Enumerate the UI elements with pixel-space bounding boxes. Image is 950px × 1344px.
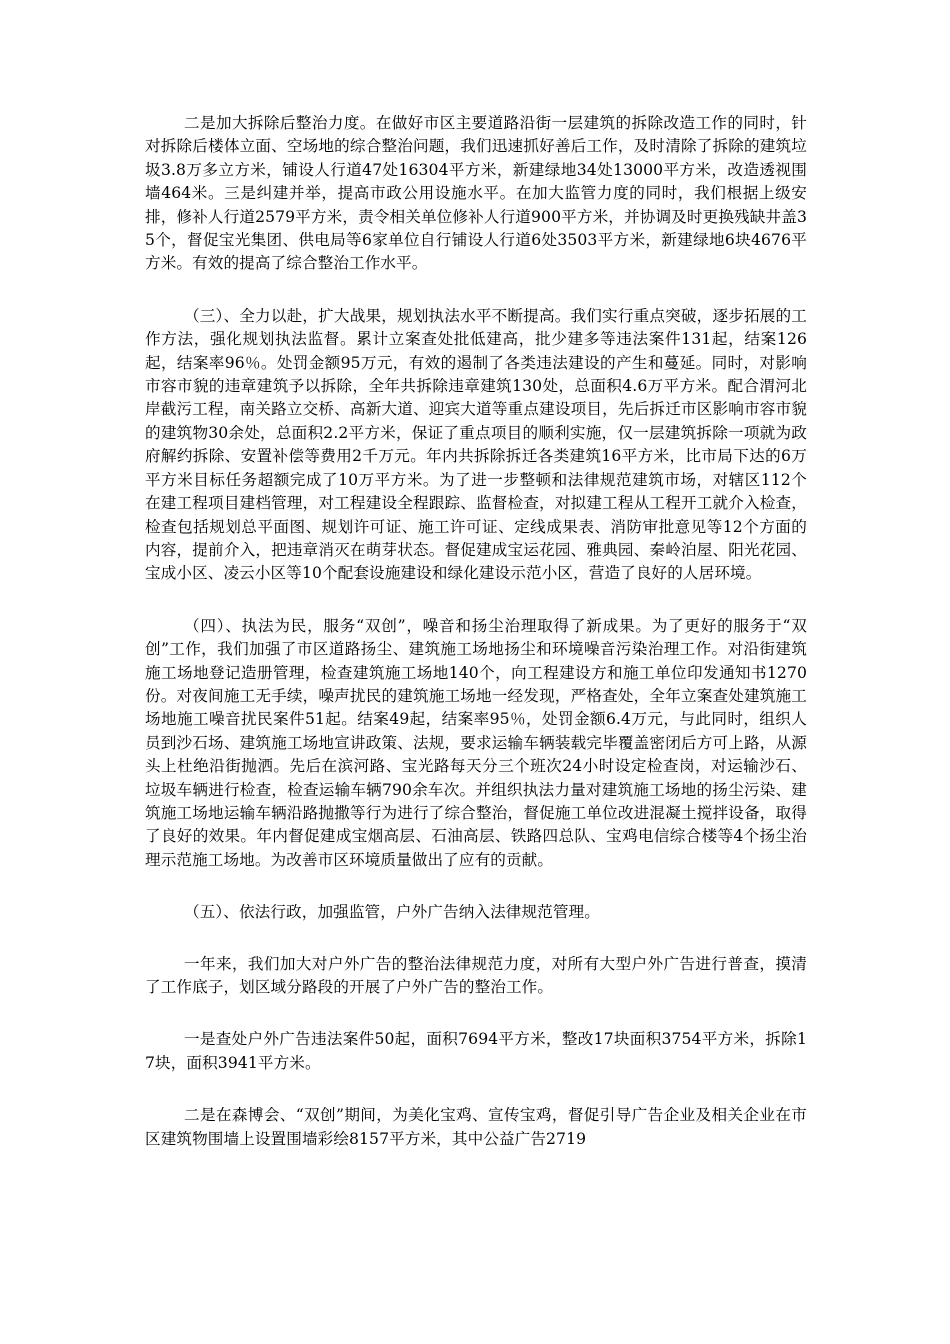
paragraph-outdoor-ads-intro: 一年来，我们加大对户外广告的整治法律规范力度，对所有大型户外广告进行普查，摸清了工作底子，划区域分路段的开展了户外广告的整治工作。 [145, 954, 807, 996]
paragraph-section-3-planning-enforcement: （三）、全力以赴，扩大战果，规划执法水平不断提高。我们实行重点突破，逐步拓展的工作方法，强化规划执法监督。累计立案查处批低建高，批少建多等违法案件131起，结案126起，结案率96％。处罚金额95万元，有效的遏制了各类违法建设的产生和蔓延。同时，对影响市容市貌的违章建筑予以拆除，全年共拆除违章建筑130处，总面积4.6万平方米。配合渭河北岸截污工程，南关路立交桥、高新大道、迎宾大道等重点建设项目，先后拆迁市区影响市容市貌的建筑物30余处，总面积2.2平方米，保证了重点项目的顺利实施，仅一层建筑拆除一项就为政府解约拆除、安置补偿等费用2千万元。年内共拆除拆迁各类建筑16平方米，比市局下达的6万平方米目标任务超额完成了10万平方米。为了进一步整顿和法律规范建筑市场，对辖区112个在建工程项目建档管理，对工程建设全程跟踪、监督检查，对拟建工程从工程开工就介入检查，检查包括规划总平面图、规划许可证、施工许可证、定线成果表、消防审批意见等12个方面的内容，提前介入，把违章消灭在萌芽状态。督促建成宝运花园、雅典园、秦岭泊屋、阳光花园、宝成小区、凌云小区等10个配套设施建设和绿化建设示范小区，营造了良好的人居环境。 [145, 306, 807, 583]
paragraph-outdoor-ads-murals: 二是在森博会、“双创”期间，为美化宝鸡、宣传宝鸡，督促引导广告企业及相关企业在市区建筑物围墙上设置围墙彩绘8157平方米，其中公益广告2719 [145, 1106, 807, 1148]
paragraph-demolition-renovation: 二是加大拆除后整治力度。在做好市区主要道路沿街一层建筑的拆除改造工作的同时，针对拆除后楼体立面、空场地的综合整治问题，我们迅速抓好善后工作，及时清除了拆除的建筑垃圾3.8万多立方米，铺设人行道47处16304平方米，新建绿地34处13000平方米，改造透视围墙464米。三是纠建并举，提高市政公用设施水平。在加大监管力度的同时，我们根据上级安排，修补人行道2579平方米，责令相关单位修补人行道900平方米，并协调及时更换残缺井盖35个，督促宝光集团、供电局等6家单位自行铺设人行道6处3503平方米，新建绿地6块4676平方米。有效的提高了综合整治工作水平。 [145, 114, 807, 273]
paragraph-outdoor-ads-cases: 一是查处户外广告违法案件50起，面积7694平方米，整改17块面积3754平方米，拆除17块，面积3941平方米。 [145, 1030, 807, 1072]
document-page [145, 112, 807, 1180]
paragraph-section-4-noise-dust: （四）、执法为民，服务“双创”，噪音和扬尘治理取得了新成果。为了更好的服务于“双创”工作，我们加强了市区道路扬尘、建筑施工场地扬尘和环境噪音污染治理工作。对沿街建筑施工场地登记造册管理，检查建筑施工场地140个，向工程建设方和施工单位印发通知书1270份。对夜间施工无手续，噪声扰民的建筑施工场地一经发现，严格查处，全年立案查处建筑施工场地施工噪音扰民案件51起。结案49起，结案率95％，处罚金额6.4万元，与此同时，组织人员到沙石场、建筑施工场地宣讲政策、法规，要求运输车辆装载完毕覆盖密闭后方可上路，从源头上杜绝沿街抛洒。先后在滨河路、宝光路每天分三个班次24小时设定检查岗，对运输沙石、垃圾车辆进行检查，检查运输车辆790余车次。并组织执法力量对建筑施工场地的扬尘污染、建筑施工场地运输车辆沿路抛撒等行为进行了综合整治，督促施工单位改进混凝土搅拌设备，取得了良好的效果。年内督促建成宝烟高层、石油高层、铁路四总队、宝鸡电信综合楼等4个扬尘治理示范施工场地。为改善市区环境质量做出了应有的贡献。 [145, 616, 807, 869]
paragraph-section-5-heading: （五）、依法行政，加强监管，户外广告纳入法律规范管理。 [184, 903, 600, 922]
